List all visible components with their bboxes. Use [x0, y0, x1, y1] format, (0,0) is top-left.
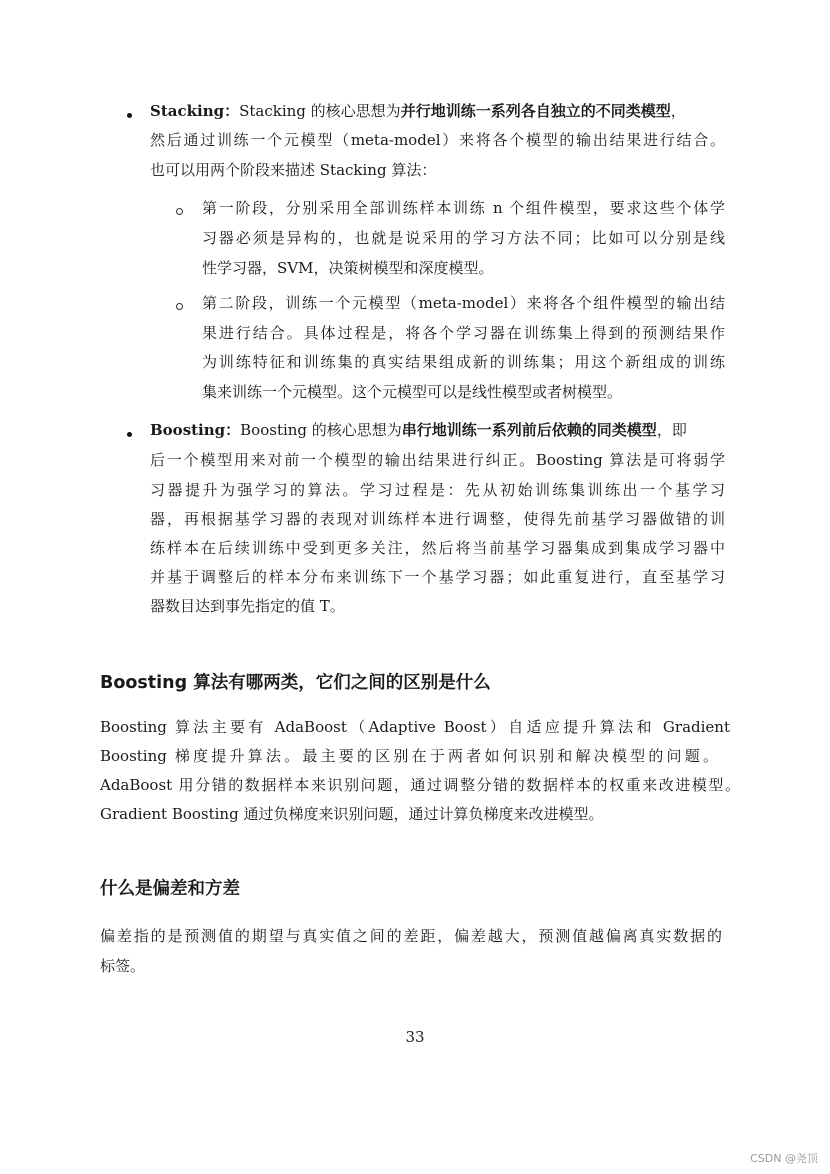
text-line: 集来训练一个元模型。这个元模型可以是线性模型或者树模型。	[202, 383, 623, 401]
bold-text: 并行地训练一系列各自独立的不同类模型	[400, 102, 671, 120]
text-line: 器数目达到事先指定的值 T。	[150, 597, 345, 615]
text-line: Gradient Boosting 通过负梯度来识别问题，通过计算负梯度来改进模型。	[100, 805, 604, 823]
text-line: 性学习器，SVM，决策树模型和深度模型。	[202, 259, 494, 277]
bullet-icon	[127, 113, 132, 118]
bullet-boosting-first-line	[150, 420, 687, 440]
text-line: 第一阶段，分别采用全部训练样本训练 n 个组件模型，要求这些个体学	[202, 199, 725, 217]
text-line: Boosting 梯度提升算法。最主要的区别在于两者如何识别和解决模型的问题。	[100, 747, 718, 765]
text-line: 习器提升为强学习的算法。学习过程是：先从初始训练集训练出一个基学习	[150, 481, 725, 499]
bold-text: 串行地训练一系列前后依赖的同类模型	[401, 421, 657, 439]
text-line: 练样本在后续训练中受到更多关注，然后将当前基学习器集成到集成学习器中	[150, 539, 725, 557]
page-number: 33	[405, 1028, 425, 1046]
text: ，	[670, 102, 686, 120]
text: Boosting 的核心思想为	[240, 421, 402, 439]
text-line: 第二阶段，训练一个元模型（meta-model）来将各个组件模型的输出结	[202, 294, 725, 312]
text-line: 习器必须是异构的，也就是说采用的学习方法不同；比如可以分别是线	[202, 229, 725, 247]
watermark: CSDN @尧顶	[750, 1152, 818, 1165]
text-line: 器，再根据基学习器的表现对训练样本进行调整，使得先前基学习器做错的训	[150, 510, 725, 528]
text-line: 偏差指的是预测值的期望与真实值之间的差距，偏差越大，预测值越偏离真实数据的	[100, 927, 722, 945]
text: ，即	[656, 421, 687, 439]
text-line: 后一个模型用来对前一个模型的输出结果进行纠正。Boosting 算法是可将弱学	[150, 451, 725, 469]
bullet-stacking-first-line	[150, 101, 686, 121]
text-line: AdaBoost 用分错的数据样本来识别问题，通过调整分错的数据样本的权重来改进模型。	[100, 776, 740, 794]
text-line: 然后通过训练一个元模型（meta-model）来将各个模型的输出结果进行结合。	[150, 131, 725, 149]
text-line: 并基于调整后的样本分布来训练下一个基学习器；如此重复进行，直至基学习	[150, 568, 725, 586]
sub-bullet-icon	[176, 303, 183, 310]
text-line: 为训练特征和训练集的真实结果组成新的训练集；用这个新组成的训练	[202, 353, 725, 371]
sub-bullet-icon	[176, 208, 183, 215]
bullet-icon	[127, 432, 132, 437]
text: Stacking 的核心思想为	[239, 102, 401, 120]
term-label: Boosting：	[150, 421, 241, 439]
section-heading: Boosting 算法有哪两类，它们之间的区别是什么	[100, 673, 491, 693]
section-heading: 什么是偏差和方差	[100, 879, 240, 899]
text-line: 果进行结合。具体过程是，将各个学习器在训练集上得到的预测结果作	[202, 324, 725, 342]
term-label: Stacking：	[150, 102, 240, 120]
text-line: 也可以用两个阶段来描述 Stacking 算法：	[150, 161, 437, 179]
text-line: 标签。	[100, 957, 146, 975]
text-line: Boosting 算法主要有 AdaBoost（Adaptive Boost）自适应提升算法和 Gradient	[100, 718, 730, 736]
